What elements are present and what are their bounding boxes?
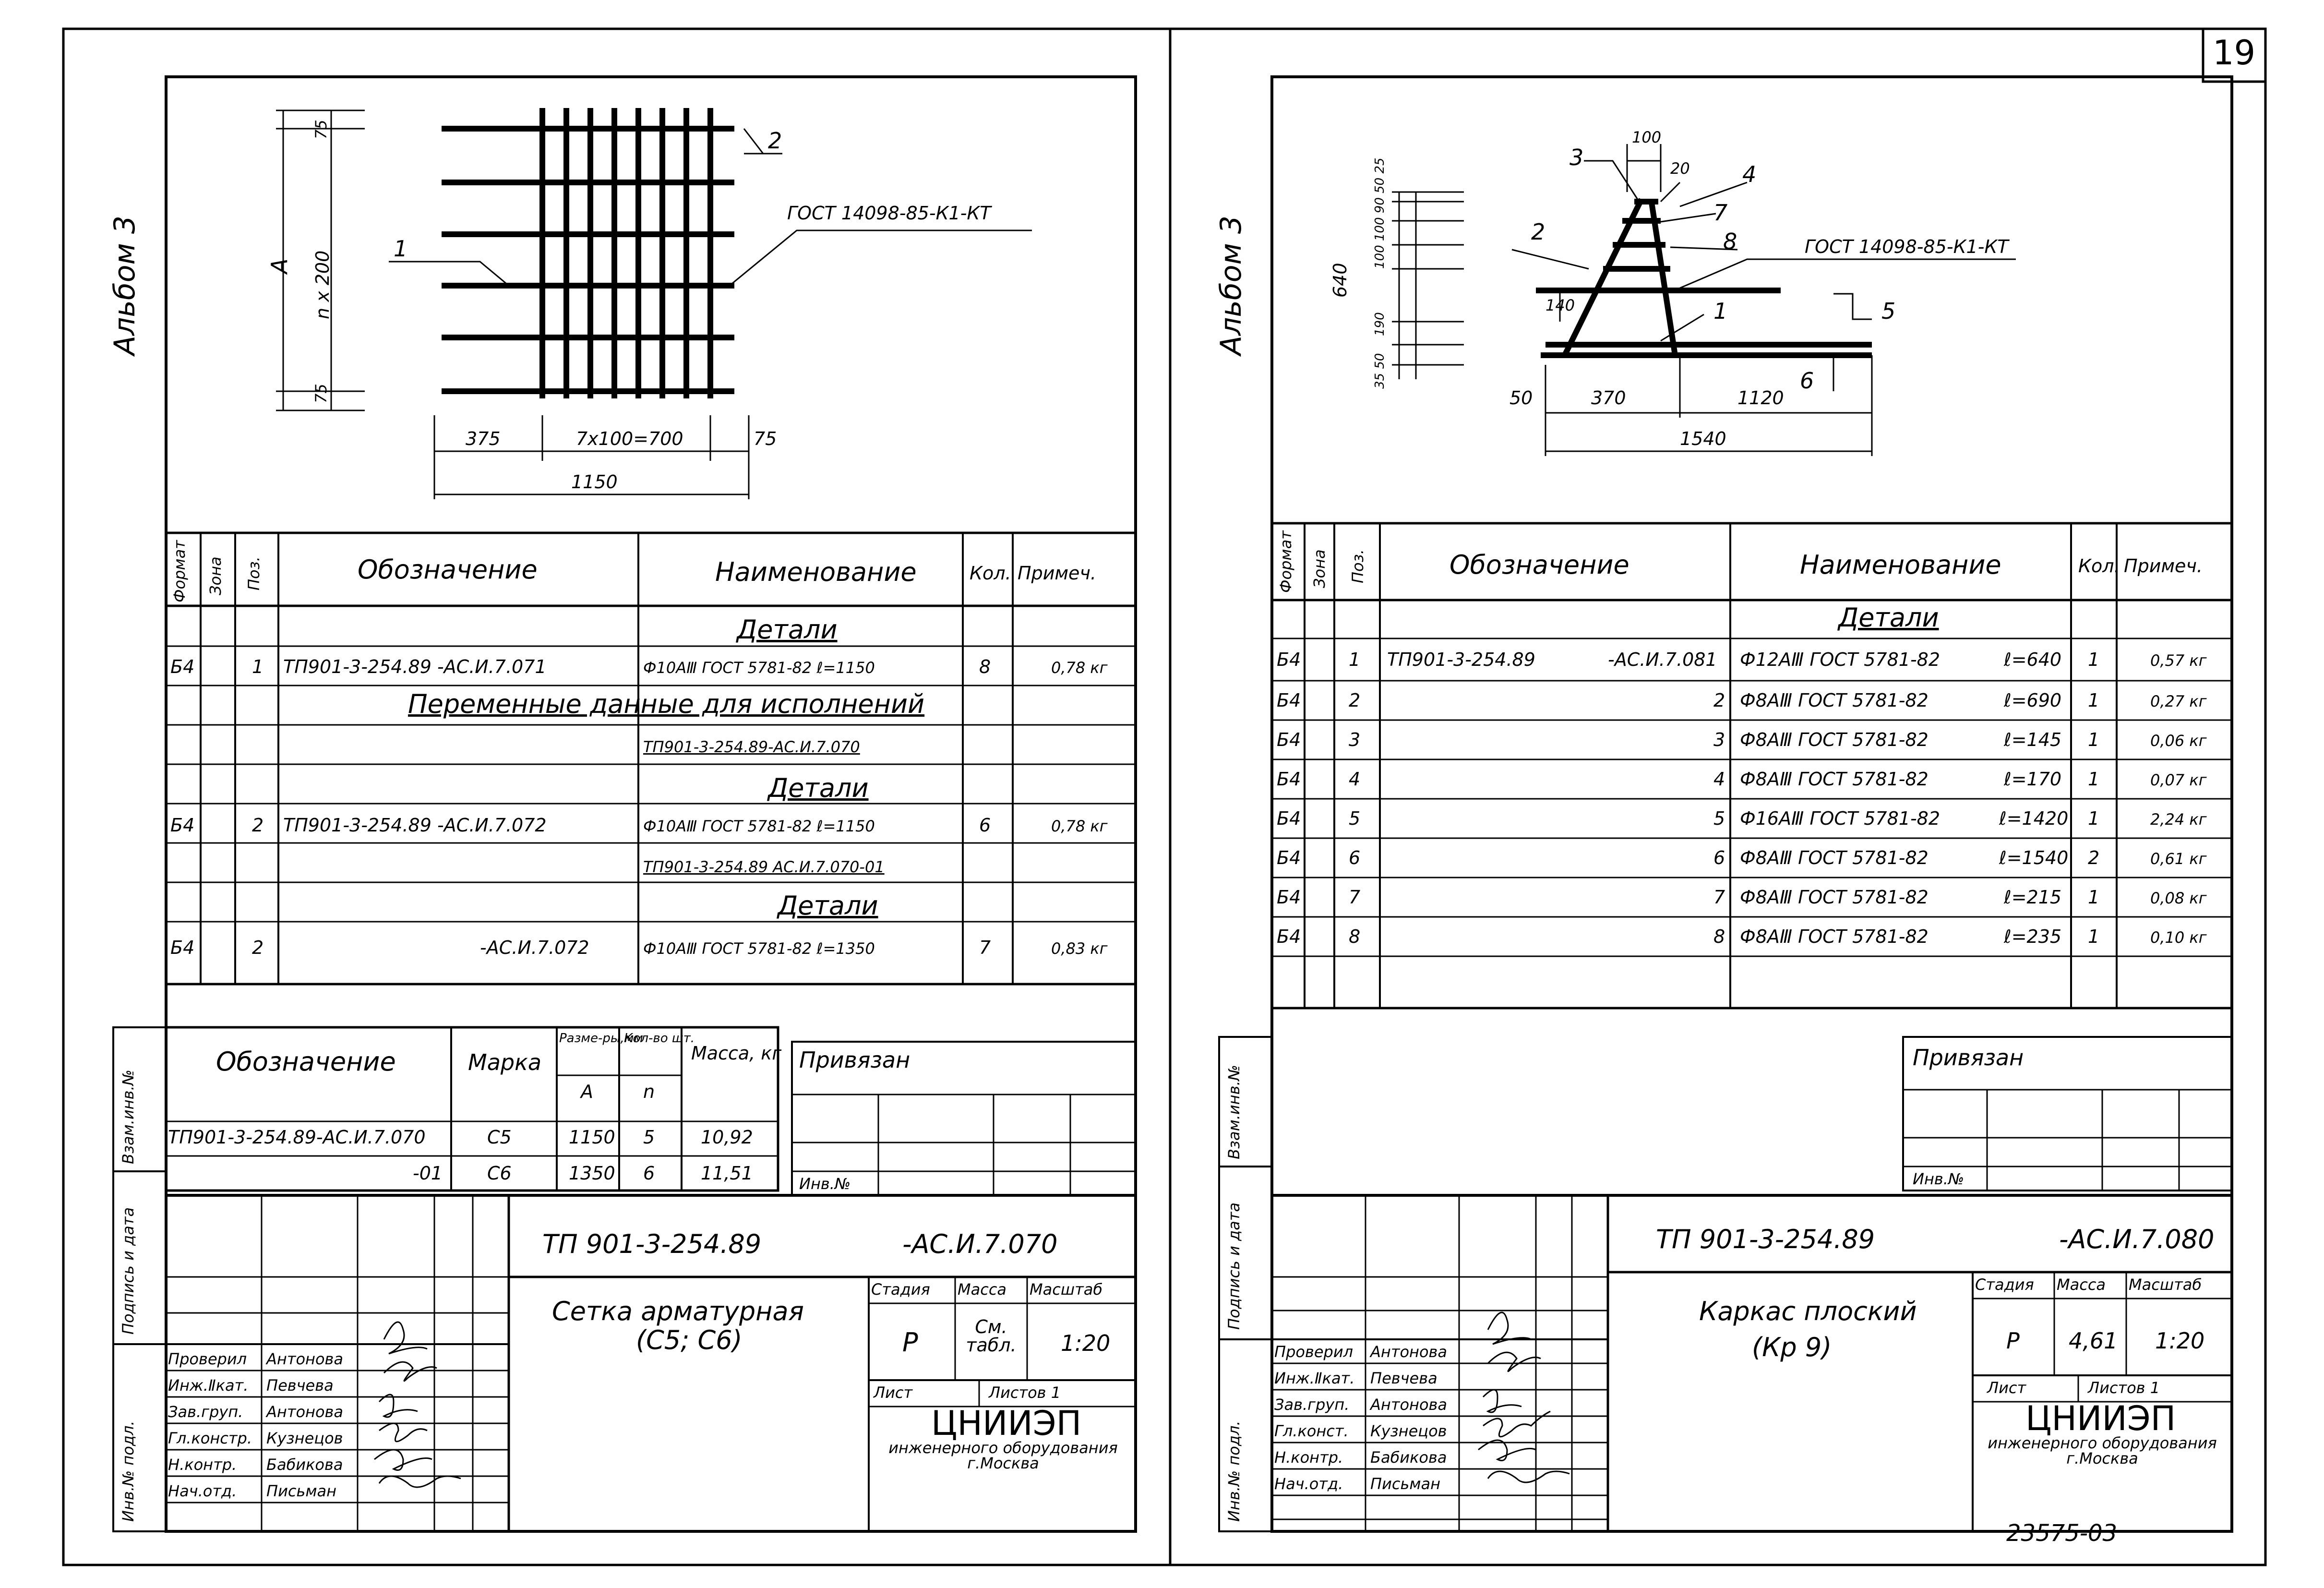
inv-no-label: Инв.№ [799, 1175, 851, 1193]
spec-right-row-2-note: 0,27 кг [2150, 692, 2207, 710]
spec-right-row-6-name: Ф8АⅢ ГОСТ 5781-82 [1740, 847, 1929, 868]
person-1-role: Инж.Ⅱкат. [168, 1376, 249, 1395]
person-right-0-name: Антонова [1370, 1343, 1447, 1361]
dim-640-right: 640 [1330, 263, 1351, 298]
spec-right-row-5-len: ℓ=1420 [1999, 808, 2069, 829]
stamp-sheet-header: Лист [874, 1383, 913, 1402]
spec-right-row-8-pos: 8 [1349, 926, 1361, 947]
person-2-role: Зав.груп. [168, 1403, 243, 1421]
spec-header-pos-right: Поз. [1349, 549, 1367, 583]
spec-right-row-6-note: 0,61 кг [2150, 850, 2207, 868]
person-2-name: Антонова [266, 1403, 343, 1421]
pos-1-right: 1 [1713, 298, 1728, 324]
dim-75-top: 75 [312, 120, 330, 139]
stamp-mass-header: Масса [958, 1280, 1007, 1299]
spec-right-row-7-format: Б4 [1277, 887, 1301, 908]
side-inv-podl-right: Инв.№ подл. [1225, 1420, 1243, 1522]
spec-right-row-5-pos: 5 [1349, 808, 1361, 829]
frame-drawing [1392, 144, 2016, 456]
spec-right-row-2-format: Б4 [1277, 690, 1301, 711]
stamp-code-right: ТП 901-3-254.89 [1656, 1224, 1875, 1254]
stamp-stage: Р [902, 1327, 918, 1358]
marks-row-0-n: 5 [643, 1127, 655, 1148]
spec-right-row-6-format: Б4 [1277, 847, 1301, 868]
person-4-role: Н.контр. [168, 1456, 237, 1474]
spec-right-row-2-name: Ф8АⅢ ГОСТ 5781-82 [1740, 690, 1929, 711]
stamp-code-suffix-right: -АС.И.7.080 [2059, 1224, 2215, 1254]
stamp-stage-right: Р [2006, 1328, 2020, 1354]
inv-no-label-right: Инв.№ [1913, 1170, 1965, 1188]
person-right-3-name: Кузнецов [1370, 1422, 1447, 1440]
page-number: 19 [2213, 33, 2256, 72]
spec-right-row-3-qty: 1 [2088, 729, 2100, 750]
privyazan-label-right: Привязан [1913, 1045, 2024, 1071]
marks-row-0-mass: 10,92 [701, 1127, 753, 1148]
spec-right-row-7-pos: 7 [1349, 887, 1361, 908]
spec-row-8-qty: 7 [979, 937, 991, 958]
gost-label: ГОСТ 14098-85-К1-КТ [787, 203, 991, 224]
spec-row-4-name: Детали [768, 773, 869, 803]
person-3-name: Кузнецов [266, 1429, 343, 1447]
spec-row-3-name: ТП901-3-254.89-АС.И.7.070 [643, 738, 860, 756]
spec-row-1-note: 0,78 кг [1051, 659, 1108, 677]
person-5-name: Письман [266, 1482, 336, 1500]
spec-right-row-3-note: 0,06 кг [2150, 732, 2207, 750]
spec-header-pos: Поз. [245, 556, 263, 590]
dim-3550-right: 35 50 [1373, 353, 1387, 389]
stamp-code-suffix: -АС.И.7.070 [902, 1229, 1058, 1259]
spec-right-row-3-format: Б4 [1277, 729, 1301, 750]
spec-right-row-7-designation2: 7 [1713, 887, 1725, 908]
spec-header-zone: Зона [206, 556, 225, 595]
spec-row-1-format: Б4 [170, 656, 195, 677]
side-vzam: Взам.инв.№ [119, 1070, 137, 1164]
person-right-2-role: Зав.груп. [1274, 1396, 1350, 1414]
spec-right-row-2-designation2: 2 [1713, 690, 1725, 711]
spec-right-row-8-note: 0,10 кг [2150, 928, 2207, 947]
dim-370-right: 370 [1591, 387, 1626, 409]
stamp-scale-header: Масштаб [1030, 1280, 1103, 1299]
marks-row-1-n: 6 [643, 1163, 655, 1184]
stamp-org: ЦНИИЭП [931, 1404, 1082, 1443]
marks-header-count-n: n [643, 1081, 655, 1102]
marks-row-0-a: 1150 [569, 1127, 615, 1148]
spec-header-note-right: Примеч. [2124, 555, 2203, 577]
spec-right-row-1-pos: 1 [1349, 649, 1361, 670]
stamp-mass: См. табл. [966, 1316, 1017, 1356]
person-1-name: Певчева [266, 1376, 334, 1395]
dim-100-right: 100 [1632, 128, 1662, 146]
spec-right-row-4-note: 0,07 кг [2150, 771, 2207, 789]
marks-header-size: Разме-ры,мм [559, 1031, 643, 1046]
pos-1: 1 [394, 236, 408, 262]
spec-right-row-2-pos: 2 [1349, 690, 1361, 711]
stamp-stage-header-right: Стадия [1975, 1275, 2034, 1294]
spec-right-row-1-qty: 1 [2088, 649, 2100, 670]
marks-row-1-mass: 11,51 [701, 1163, 753, 1184]
spec-header-format-right: Формат [1277, 530, 1295, 593]
person-right-4-name: Бабикова [1370, 1448, 1447, 1467]
spec-row-6-name: ТП901-3-254.89 АС.И.7.070-01 [643, 858, 885, 876]
person-0-name: Антонова [266, 1350, 343, 1368]
marks-header-count: Кол-во шт. [624, 1031, 695, 1046]
dim-n200: n x 200 [312, 250, 333, 319]
spec-row-7-name: Детали [778, 890, 878, 921]
pos-6-right: 6 [1800, 368, 1814, 394]
stamp-sheet-header-right: Лист [1987, 1379, 2026, 1397]
side-podpis: Подпись и дата [119, 1207, 137, 1335]
stamp-sheets-header: Листов 1 [989, 1383, 1061, 1402]
dim-375: 375 [466, 428, 501, 449]
spec-right-row-5-qty: 1 [2088, 808, 2100, 829]
spec-right-row-5-designation2: 5 [1713, 808, 1725, 829]
spec-right-row-7-qty: 1 [2088, 887, 2100, 908]
spec-right-row-7-note: 0,08 кг [2150, 889, 2207, 907]
spec-right-row-4-name: Ф8АⅢ ГОСТ 5781-82 [1740, 769, 1929, 790]
stamp-stage-header: Стадия [871, 1280, 930, 1299]
spec-row-8-name: Ф10АⅢ ГОСТ 5781-82 ℓ=1350 [643, 939, 875, 958]
pos-5-right: 5 [1881, 298, 1896, 324]
album-label: Альбом 3 [108, 216, 142, 355]
marks-row-1-a: 1350 [569, 1163, 615, 1184]
side-inv-podl: Инв.№ подл. [119, 1420, 137, 1522]
spec-right-row-4-pos: 4 [1349, 769, 1361, 790]
person-right-5-role: Нач.отд. [1274, 1475, 1343, 1493]
marks-row-1-mark: С6 [487, 1163, 512, 1184]
spec-right-row-6-len: ℓ=1540 [1999, 847, 2069, 868]
stamp-org-sub: инженерного оборудования г.Москва [888, 1439, 1118, 1472]
dim-190-right: 190 [1373, 312, 1387, 336]
dim-1150: 1150 [571, 471, 618, 493]
spec-right-row-8-designation2: 8 [1713, 926, 1725, 947]
spec-header-designation-right: Обозначение [1450, 550, 1629, 580]
spec-row-1-pos: 1 [252, 656, 264, 677]
side-podpis-right: Подпись и дата [1225, 1202, 1243, 1330]
spec-row-5-name: Ф10АⅢ ГОСТ 5781-82 ℓ=1150 [643, 817, 875, 835]
dim-1120-right: 1120 [1737, 387, 1784, 409]
person-right-3-role: Гл.конст. [1274, 1422, 1349, 1440]
spec-row-0-name: Детали [737, 614, 838, 645]
marks-header-mass: Масса, кг [691, 1043, 782, 1064]
dim-a: А [266, 258, 292, 274]
spec-header-note: Примеч. [1018, 563, 1096, 584]
spec-header-qty: Кол. [970, 563, 1011, 584]
bottom-code: 23575-03 [2006, 1520, 2118, 1547]
marks-row-0-designation: ТП901-3-254.89-АС.И.7.070 [168, 1127, 426, 1148]
spec-row-5-designation: ТП901-3-254.89 -АС.И.7.072 [283, 815, 547, 836]
album-label-right: Альбом 3 [1214, 216, 1248, 355]
spec-right-row-8-name: Ф8АⅢ ГОСТ 5781-82 [1740, 926, 1929, 947]
person-0-role: Проверил [168, 1350, 247, 1368]
dim-7x100: 7х100=700 [576, 428, 683, 449]
pos-3: 3 [1569, 144, 1584, 170]
stamp-title: Сетка арматурная [552, 1296, 804, 1326]
spec-right-row-1-designation: ТП901-3-254.89 [1387, 649, 1535, 670]
spec-right-row-1-note: 0,57 кг [2150, 651, 2207, 670]
pos-8: 8 [1723, 229, 1737, 254]
spec-right-row-3-designation2: 3 [1713, 729, 1725, 750]
stamp-org-right: ЦНИИЭП [2025, 1399, 2176, 1438]
spec-row-8-designation: -АС.И.7.072 [480, 937, 589, 958]
spec-row-2-name: Переменные данные для исполнений [408, 689, 925, 719]
spec-right-row-1-format: Б4 [1277, 649, 1301, 670]
spec-row-5-pos: 2 [252, 815, 264, 836]
spec-right-row-6-designation2: 6 [1713, 847, 1725, 868]
stamp-sheets-header-right: Листов 1 [2088, 1379, 2160, 1397]
dim-140-right: 140 [1545, 296, 1575, 314]
spec-header-name-right: Наименование [1800, 550, 2001, 580]
spec-right-row-8-format: Б4 [1277, 926, 1301, 947]
gost-label-right: ГОСТ 14098-85-К1-КТ [1805, 236, 2009, 257]
person-5-role: Нач.отд. [168, 1482, 237, 1500]
dim-50-right: 50 [1509, 387, 1533, 409]
spec-right-row-8-len: ℓ=235 [2004, 926, 2062, 947]
marks-header-designation: Обозначение [216, 1047, 396, 1077]
spec-row-1-name: Ф10АⅢ ГОСТ 5781-82 ℓ=1150 [643, 659, 875, 677]
person-right-2-name: Антонова [1370, 1396, 1447, 1414]
spec-row-8-format: Б4 [170, 937, 195, 958]
spec-right-row-1-name: Ф12АⅢ ГОСТ 5781-82 [1740, 649, 1941, 670]
stamp-scale: 1:20 [1061, 1330, 1111, 1356]
spec-right-row-1-designation2: -АС.И.7.081 [1608, 649, 1717, 670]
stamp-mass-right: 4,61 [2069, 1328, 2118, 1354]
spec-row-5-format: Б4 [170, 815, 195, 836]
spec-right-row-4-qty: 1 [2088, 769, 2100, 790]
spec-right-row-4-len: ℓ=170 [2004, 769, 2062, 790]
spec-row-8-pos: 2 [252, 937, 264, 958]
spec-header-qty-right: Кол. [2078, 555, 2120, 577]
spec-row-5-qty: 6 [979, 815, 991, 836]
stamp-scale-header-right: Масштаб [2129, 1275, 2202, 1294]
dim-75-right: 75 [754, 428, 777, 449]
dim-vert-top-right: 100 100 90 50 25 [1373, 157, 1387, 269]
spec-right-row-5-name: Ф16АⅢ ГОСТ 5781-82 [1740, 808, 1941, 829]
person-right-5-name: Письман [1370, 1475, 1440, 1493]
spec-right-row-3-pos: 3 [1349, 729, 1361, 750]
spec-right-row-5-format: Б4 [1277, 808, 1301, 829]
privyazan-label: Привязан [799, 1047, 910, 1073]
spec-right-row-4-format: Б4 [1277, 769, 1301, 790]
stamp-mass-header-right: Масса [2057, 1275, 2106, 1294]
spec-right-row-5-note: 2,24 кг [2150, 810, 2207, 829]
person-3-role: Гл.констр. [168, 1429, 252, 1447]
spec-row-8-note: 0,83 кг [1051, 939, 1108, 958]
stamp-title-right: Каркас плоский [1699, 1296, 1917, 1326]
marks-header-mark: Марка [468, 1049, 542, 1075]
spec-header-format: Формат [170, 540, 189, 602]
spec-right-row-2-len: ℓ=690 [2004, 690, 2062, 711]
marks-row-1-designation: -01 [413, 1163, 443, 1184]
stamp-scale-right: 1:20 [2155, 1328, 2205, 1354]
spec-header-designation: Обозначение [358, 554, 538, 585]
stamp-subtitle-right: (Кр 9) [1752, 1332, 1832, 1362]
spec-right-row-4-designation2: 4 [1713, 769, 1725, 790]
person-right-4-role: Н.контр. [1274, 1448, 1343, 1467]
pos-4: 4 [1742, 161, 1757, 187]
dim-20-right: 20 [1670, 159, 1690, 178]
spec-right-row-8-qty: 1 [2088, 926, 2100, 947]
pos-7: 7 [1713, 200, 1728, 226]
spec-right-row-0-name: Детали [1838, 602, 1939, 633]
spec-right-row-1-len: ℓ=640 [2004, 649, 2062, 670]
spec-right-row-7-len: ℓ=215 [2004, 887, 2062, 908]
marks-row-0-mark: С5 [487, 1127, 512, 1148]
spec-right-row-3-len: ℓ=145 [2004, 729, 2062, 750]
spec-row-1-designation: ТП901-3-254.89 -АС.И.7.071 [283, 656, 547, 677]
person-right-1-name: Певчева [1370, 1369, 1438, 1387]
pos-2: 2 [768, 128, 782, 154]
spec-right-row-2-qty: 1 [2088, 690, 2100, 711]
person-4-name: Бабикова [266, 1456, 343, 1474]
person-right-1-role: Инж.Ⅱкат. [1274, 1369, 1355, 1387]
stamp-code: ТП 901-3-254.89 [542, 1229, 762, 1259]
stamp-subtitle: (С5; С6) [636, 1325, 743, 1355]
spec-right-row-7-name: Ф8АⅢ ГОСТ 5781-82 [1740, 887, 1929, 908]
dim-1540-right: 1540 [1680, 428, 1726, 449]
pos-2-right: 2 [1531, 219, 1545, 245]
spec-right-row-6-pos: 6 [1349, 847, 1361, 868]
side-vzam-right: Взам.инв.№ [1225, 1065, 1243, 1159]
person-right-0-role: Проверил [1274, 1343, 1354, 1361]
spec-header-name: Наименование [715, 557, 917, 587]
spec-right-row-6-qty: 2 [2088, 847, 2100, 868]
spec-header-zone-right: Зона [1310, 549, 1329, 588]
spec-right-row-3-name: Ф8АⅢ ГОСТ 5781-82 [1740, 729, 1929, 750]
dim-75-bottom: 75 [312, 384, 330, 403]
spec-row-1-qty: 8 [979, 656, 991, 677]
marks-header-size-a: А [581, 1081, 593, 1102]
spec-row-5-note: 0,78 кг [1051, 817, 1108, 835]
stamp-org-sub-right: инженерного оборудования г.Москва [1988, 1434, 2217, 1468]
